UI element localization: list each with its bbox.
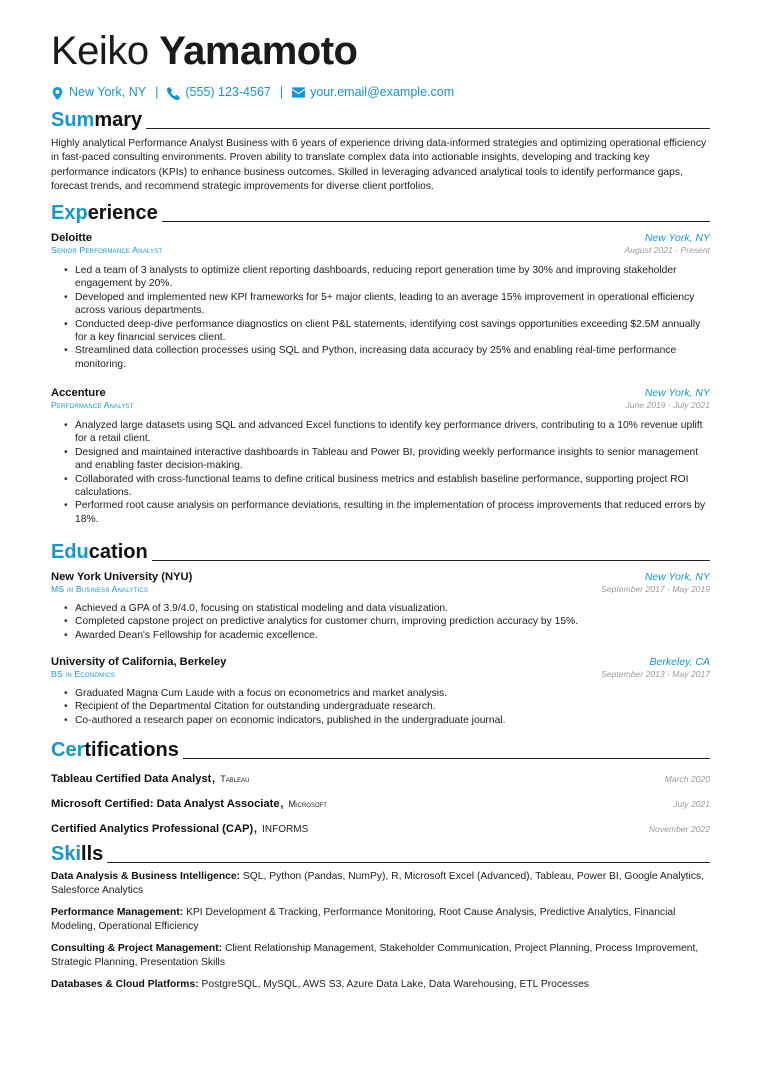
- job-title: Performance Analyst: [51, 400, 134, 410]
- bullet-list: [64, 264, 710, 371]
- list-item: • Conducted deep-dive performance diagnostics on client P&L statements, identifying cost savings opportunities exceeding $2.5M annually for a key financial services client.: [64, 318, 710, 345]
- skill-group-items: SQL, Python (Pandas, NumPy), R, Microsoft Excel (Advanced), Tableau, Power BI, Google Analytics, Salesforce Analytics: [51, 871, 704, 897]
- degree: BS in Economics: [51, 669, 115, 679]
- section-header-skills: [51, 843, 710, 865]
- certification-date: March 2020: [664, 774, 710, 784]
- skill-group-items: KPI Development & Tracking, Performance Monitoring, Root Cause Analysis, Predictive Analytics, Financial Modeling, Operational Efficiency: [51, 907, 676, 933]
- certification-issuer: Tableau: [220, 774, 250, 784]
- bullet-list: [64, 687, 710, 727]
- list-item: • Led a team of 3 analysts to optimize client reporting dashboards, reducing report generation time by 30% and improving stakeholder engagement by 20%.: [64, 264, 710, 291]
- certification-name: Certified Analytics Professional (CAP): [51, 823, 254, 835]
- certification-issuer: Microsoft: [288, 799, 327, 809]
- candidate-name: [51, 28, 357, 74]
- location-text: New York, NY: [69, 85, 147, 99]
- certification-name: Microsoft Certified: Data Analyst Associate: [51, 798, 280, 810]
- section-title-rest: lls: [81, 843, 104, 865]
- section-title-rest: cation: [88, 541, 148, 563]
- section-rule: [146, 128, 710, 129]
- list-item: • Co-authored a research paper on economic indicators, published in the undergraduate journal.: [64, 714, 710, 727]
- certification-item: Certified Analytics Professional (CAP), INFORMS November 2022: [51, 819, 710, 836]
- bullet-list: [64, 419, 710, 526]
- section-rule: [183, 758, 710, 759]
- skill-group-label: Consulting & Project Management:: [51, 943, 223, 954]
- section-title-rest: tifications: [84, 739, 179, 761]
- certification-item: Tableau Certified Data Analyst, Tableau March 2020: [51, 769, 710, 786]
- experience-entry-accenture: [51, 387, 710, 526]
- employer-name: Deloitte: [51, 232, 93, 244]
- first-name: Keiko: [51, 29, 149, 73]
- skill-group: [51, 870, 710, 899]
- skill-group-label: Performance Management:: [51, 907, 184, 918]
- experience-entry-deloitte: [51, 232, 710, 371]
- school-location: Berkeley, CA: [649, 656, 710, 668]
- summary-text: Highly analytical Performance Analyst Business with 6 years of experience driving data-informed strategies and optimizing operational efficiency in fast-paced consulting environments. Proven ability to translate complex data into actionable insights, developing and tracking key performance indicators (KPIs) to enhance business outcomes. Skilled in leveraging advanced analytical tools to identify performance gaps, forecast trends, and recommend strategic improvements for diverse client portfolios.: [51, 138, 707, 193]
- study-dates: September 2017 - May 2019: [601, 584, 710, 594]
- list-item: • Achieved a GPA of 3.9/4.0, focusing on statistical modeling and data visualization.: [64, 602, 710, 615]
- bullet-list: [64, 602, 710, 642]
- section-title-accent: Edu: [51, 541, 89, 563]
- list-item: • Streamlined data collection processes using SQL and Python, increasing data accuracy by 25% and enabling real-time performance monitoring.: [64, 344, 710, 371]
- section-header-certifications: [51, 739, 710, 761]
- section-title-rest: mary: [94, 109, 143, 131]
- school-location: New York, NY: [644, 571, 710, 583]
- certification-issuer: INFORMS: [262, 824, 309, 835]
- list-item: • Awarded Dean's Fellowship for academic excellence.: [64, 629, 710, 642]
- job-location: New York, NY: [644, 232, 710, 244]
- education-entry-nyu: [51, 571, 710, 642]
- last-name: Yamamoto: [159, 29, 358, 73]
- email-link[interactable]: your.email@example.com: [310, 85, 455, 99]
- section-title-experience: [51, 202, 158, 224]
- list-item: • Recipient of the Departmental Citation for outstanding undergraduate research.: [64, 700, 710, 713]
- map-marker-icon: [51, 87, 64, 100]
- section-header-education: [51, 541, 710, 563]
- skill-group: [51, 906, 710, 935]
- certification-date: November 2022: [648, 824, 710, 834]
- job-dates: June 2019 - July 2021: [625, 400, 710, 410]
- job-location: New York, NY: [644, 387, 710, 399]
- section-title-education: [51, 541, 148, 563]
- school-name: New York University (NYU): [51, 571, 193, 583]
- list-item: • Graduated Magna Cum Laude with a focus on econometrics and market analysis.: [64, 687, 710, 700]
- section-title-summary: [51, 109, 142, 131]
- list-item: • Collaborated with cross-functional teams to define critical business metrics and establish baseline performance, supporting project ROI calculations.: [64, 473, 710, 500]
- section-header-experience: [51, 202, 710, 224]
- certification-item: Microsoft Certified: Data Analyst Associate, Microsoft July 2021: [51, 794, 710, 811]
- skill-group-label: Data Analysis & Business Intelligence:: [51, 871, 241, 882]
- list-item: • Completed capstone project on predictive analytics for customer churn, improving prediction accuracy by 15%.: [64, 615, 710, 628]
- phone-text: (555) 123-4567: [185, 85, 271, 99]
- certification-date: July 2021: [673, 799, 710, 809]
- skill-group-items: PostgreSQL, MySQL, AWS S3, Azure Data Lake, Data Warehousing, ETL Processes: [201, 979, 589, 990]
- job-title: Senior Performance Analyst: [51, 245, 163, 255]
- list-item: • Analyzed large datasets using SQL and advanced Excel functions to identify key performance drivers, contributing to a 10% revenue uplift for a retail client.: [64, 419, 710, 446]
- section-rule: [107, 862, 710, 863]
- skill-group-items: Client Relationship Management, Stakeholder Communication, Project Planning, Process Improvement, Strategic Planning, Presentation Skills: [51, 943, 699, 969]
- list-item: • Developed and implemented new KPI frameworks for 5+ major clients, leading to an average 15% improvement in operational efficiency across various departments.: [64, 291, 710, 318]
- degree: MS in Business Analytics: [51, 584, 149, 594]
- school-name: University of California, Berkeley: [51, 656, 227, 668]
- education-entry-berkeley: [51, 656, 710, 727]
- section-header-summary: [51, 109, 710, 131]
- section-title-accent: Exp: [51, 202, 88, 224]
- study-dates: September 2013 - May 2017: [601, 669, 710, 679]
- list-item: • Designed and maintained interactive dashboards in Tableau and Power BI, providing weekly performance insights to senior management and enabling faster decision-making.: [64, 446, 710, 473]
- skill-group: [51, 978, 710, 992]
- section-title-certifications: [51, 739, 179, 761]
- section-rule: [162, 221, 710, 222]
- envelope-icon: [292, 87, 305, 98]
- section-title-rest: erience: [87, 202, 158, 224]
- employer-name: Accenture: [51, 387, 106, 399]
- section-rule: [152, 560, 710, 561]
- certification-name: Tableau Certified Data Analyst: [51, 773, 212, 785]
- list-item: • Performed root cause analysis on performance deviations, resulting in the implementation of process improvements that reduced errors by 18%.: [64, 499, 710, 526]
- contact-separator: |: [279, 85, 284, 99]
- job-dates: August 2021 - Present: [624, 245, 710, 255]
- phone-icon: [167, 87, 180, 100]
- skill-group-label: Databases & Cloud Platforms:: [51, 979, 199, 990]
- section-title-accent: Ski: [51, 843, 82, 865]
- section-title-accent: Cer: [51, 739, 85, 761]
- skill-group: [51, 942, 710, 971]
- section-title-accent: Sum: [51, 109, 95, 131]
- contact-separator: |: [155, 85, 159, 99]
- contact-line: [51, 85, 454, 99]
- section-title-skills: [51, 843, 103, 865]
